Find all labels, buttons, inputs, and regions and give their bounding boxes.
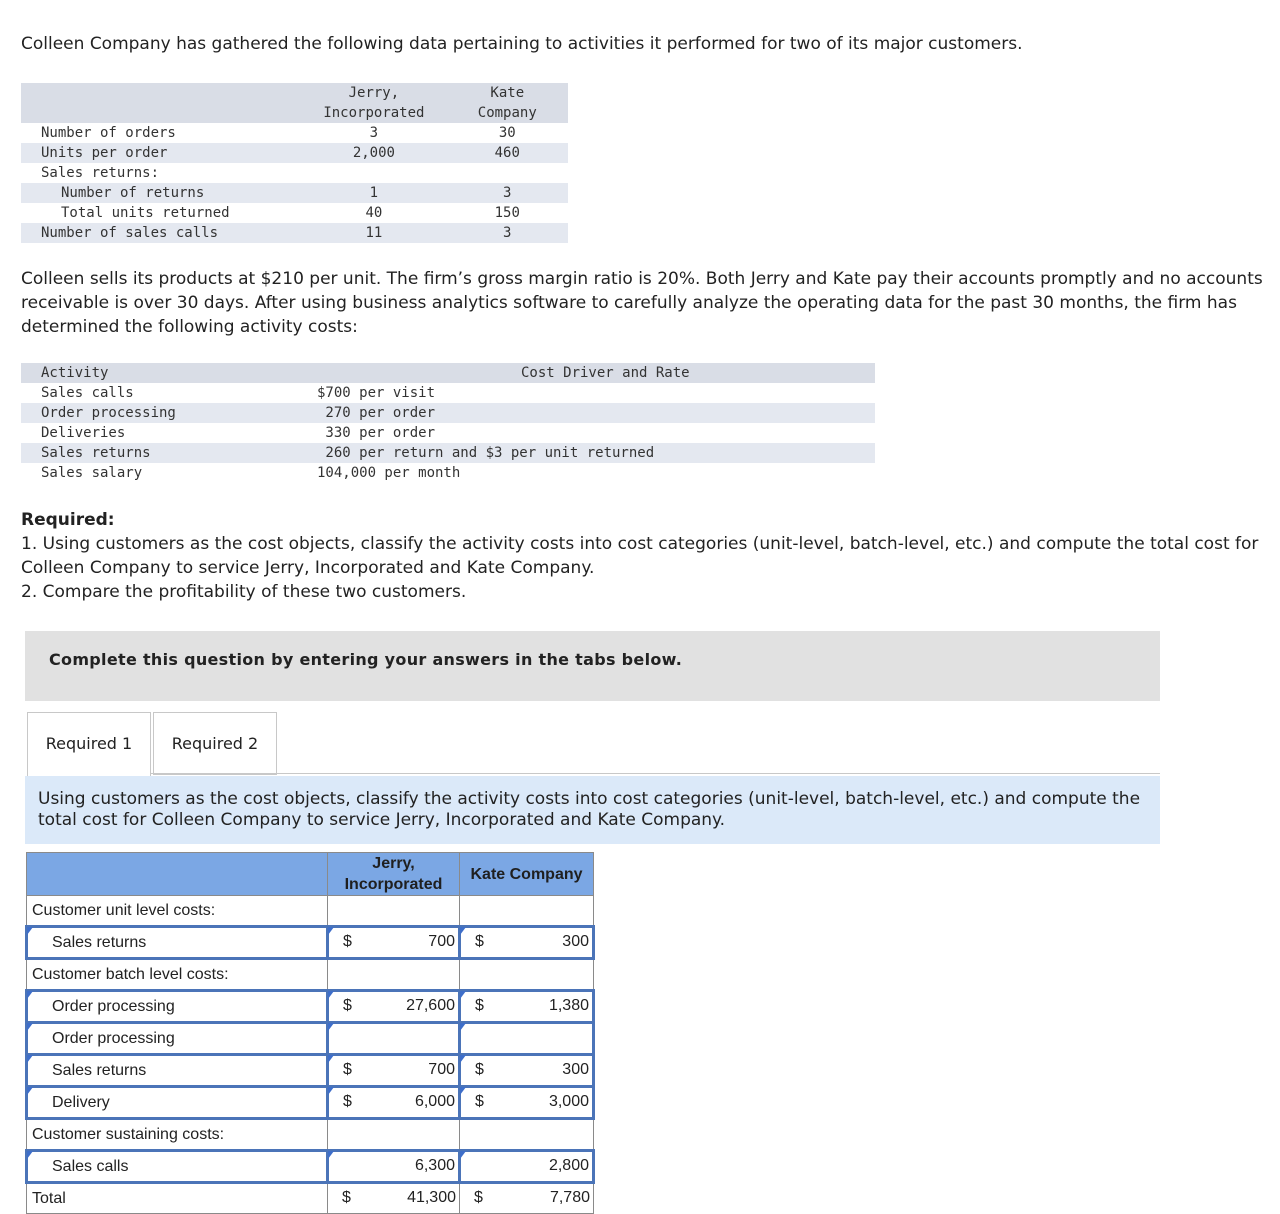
instructions-banner [25,631,1160,701]
jerry-amount-input[interactable]: $ 700 [328,1055,460,1087]
dropdown-flag-icon [27,1087,33,1095]
input-flag-icon [460,1023,466,1031]
data-row: Sales returns: [41,165,160,181]
kate-header-line2: Company [447,103,568,123]
jerry-total: $ 41,300 [328,1183,460,1214]
answer-table [25,852,595,1214]
activity-row: Sales calls $700 per visit [41,385,436,401]
jerry-header-line2: Incorporated [301,103,446,123]
input-flag-icon [328,1055,334,1063]
dropdown-flag-icon [27,991,33,999]
section-sustaining: Customer sustaining costs: [27,1119,328,1151]
dropdown-flag-icon [27,1151,33,1159]
answer-header-blank [27,853,328,896]
intro-text: Colleen Company has gathered the following data pertaining to activities it performed for two of its major customers. [21,34,1023,54]
kate-amount-input[interactable]: 2,800 [460,1151,594,1183]
kate-column-header: Kate Company [460,853,594,896]
data-row: Number of sales calls 11 3 [21,223,568,243]
dropdown-flag-icon [27,927,33,935]
input-flag-icon [328,1151,334,1159]
input-flag-icon [460,1055,466,1063]
input-flag-icon [328,927,334,935]
activity-row: Order processing 270 per order [21,403,875,423]
required-item-2: 2. Compare the profitability of these two customers. [21,582,467,602]
input-flag-icon [460,1087,466,1095]
row-label-dropdown[interactable]: Delivery [27,1087,328,1119]
input-flag-icon [328,991,334,999]
cost-driver-header: Cost Driver and Rate [311,363,875,383]
required-item-1: 1. Using customers as the cost objects, classify the activity costs into cost categories (unit-level, batch-level, etc.) and compute the total cost for Colleen Company to service Jerry, Incorporated and Kate Company. [21,534,1259,578]
tab-required-2[interactable]: Required 2 [153,712,277,775]
row-label-dropdown[interactable]: Sales returns [27,1055,328,1087]
tab-instruction-panel [25,776,1160,844]
kate-amount-input[interactable]: $ 300 [460,927,594,959]
dropdown-flag-icon [27,1055,33,1063]
kate-header-line1: Kate [447,83,568,103]
jerry-amount-input[interactable]: $ 27,600 [328,991,460,1023]
required-section [21,508,1276,604]
data-row: Units per order 2,000 460 [21,143,568,163]
jerry-amount-input[interactable]: $ 700 [328,927,460,959]
required-heading: Required: [21,510,115,530]
jerry-header-line1: Jerry, [301,83,446,103]
kate-total: $ 7,780 [460,1183,594,1214]
activity-row: Sales returns 260 per return and $3 per unit returned [21,443,875,463]
section-batch-level: Customer batch level costs: [27,959,328,991]
data-row: Number of orders 3 30 [41,125,516,141]
activity-cost-table [21,363,875,483]
tab-instruction-text: Using customers as the cost objects, classify the activity costs into cost categories (unit-level, batch-level, etc.) and compute the total cost for Colleen Company to service Jerry, Incorporated and Kate Company. [38,789,1141,830]
tab-required-1[interactable]: Required 1 [27,712,151,776]
input-flag-icon [460,1151,466,1159]
kate-amount-input[interactable]: $ 3,000 [460,1087,594,1119]
activity-row: Sales salary 104,000 per month [41,465,461,481]
input-flag-icon [328,1023,334,1031]
banner-text: Complete this question by entering your answers in the tabs below. [49,650,683,669]
activity-header: Activity [21,363,311,383]
activity-row: Deliveries 330 per order [41,425,436,441]
data-row: Number of returns 1 3 [21,183,568,203]
jerry-column-header: Jerry, Incorporated [328,853,460,896]
jerry-amount-input[interactable]: $ 6,000 [328,1087,460,1119]
jerry-amount-input[interactable] [328,1023,460,1055]
tab-divider [150,773,1160,774]
description-paragraph: Colleen sells its products at $210 per unit. The firm’s gross margin ratio is 20%. Both Jerry and Kate pay their accounts promptly and no accounts receivable is over 30 days. After using business analytics software to carefully analyze the operating data for the past 30 months, the firm has determined the following activity costs: [21,269,1263,337]
jerry-amount-input[interactable]: 6,300 [328,1151,460,1183]
row-label-dropdown[interactable]: Order processing [27,1023,328,1055]
kate-amount-input[interactable]: $ 300 [460,1055,594,1087]
kate-amount-input[interactable] [460,1023,594,1055]
kate-amount-input[interactable]: $ 1,380 [460,991,594,1023]
dropdown-flag-icon [27,1023,33,1031]
input-flag-icon [460,927,466,935]
row-label-dropdown[interactable]: Sales calls [27,1151,328,1183]
row-label-dropdown[interactable]: Sales returns [27,927,328,959]
input-flag-icon [460,991,466,999]
data-row: Total units returned 40 150 [61,205,520,221]
customer-data-table [21,83,568,243]
section-unit-level: Customer unit level costs: [27,896,328,927]
input-flag-icon [328,1087,334,1095]
total-label: Total [27,1183,328,1214]
row-label-dropdown[interactable]: Order processing [27,991,328,1023]
